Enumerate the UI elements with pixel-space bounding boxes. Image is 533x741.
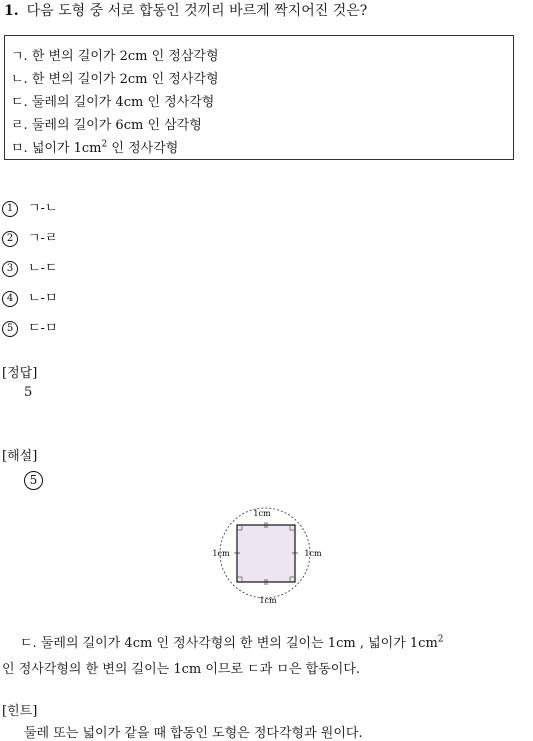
side-label-left: 1cm xyxy=(212,549,230,558)
question-number: 1. xyxy=(4,3,19,19)
condition-item: ㄷ. 둘레의 길이가 4cm 인 정사각형 xyxy=(11,95,215,110)
choice-marker: 2 xyxy=(2,231,18,247)
explanation-line-1-sup: 2 xyxy=(437,634,444,645)
condition-item-sup: 2 xyxy=(101,139,108,150)
condition-item: ㄹ. 둘레의 길이가 6cm 인 삼각형 xyxy=(11,118,202,133)
explanation-number: 5 xyxy=(24,471,43,490)
choice-marker: 1 xyxy=(2,201,18,217)
square-shape xyxy=(237,525,295,582)
condition-item xyxy=(11,137,178,156)
answer-value: 5 xyxy=(24,385,33,400)
explanation-line-2: 인 정사각형의 한 변의 길이는 1cm 이므로 ㄷ과 ㅁ은 합동이다. xyxy=(2,662,361,677)
choice-text: ㄴ-ㅁ xyxy=(28,291,58,306)
choice-1[interactable] xyxy=(2,197,58,217)
side-label-bottom: 1cm xyxy=(259,596,277,605)
choice-3[interactable] xyxy=(2,257,58,277)
side-label-top: 1cm xyxy=(253,509,271,518)
explanation-line-1-text: ㄷ. 둘레의 길이가 4cm 인 정사각형의 한 변의 길이는 1cm , 넓이가 1cm xyxy=(20,636,438,651)
condition-item-prefix: ㅁ. 넓이가 1cm xyxy=(11,141,102,156)
condition-item: ㄴ. 한 변의 길이가 2cm 인 정사각형 xyxy=(11,72,219,87)
question-text: 다음 도형 중 서로 합동인 것끼리 바르게 짝지어진 것은? xyxy=(26,3,368,19)
explanation-line-1 xyxy=(20,632,444,651)
choice-5[interactable] xyxy=(2,317,58,337)
choice-text: ㄷ-ㅁ xyxy=(28,321,58,336)
condition-item: ㄱ. 한 변의 길이가 2cm 인 정삼각형 xyxy=(11,49,219,64)
condition-item-suffix: 인 정사각형 xyxy=(107,141,179,156)
choice-marker: 5 xyxy=(2,321,18,337)
choice-text: ㄱ-ㄹ xyxy=(28,231,58,246)
question-title xyxy=(4,0,367,20)
choice-2[interactable] xyxy=(2,227,58,247)
hint-text: 둘레 또는 넓이가 같을 때 합동인 도형은 정다각형과 원이다. xyxy=(24,726,363,741)
choice-4[interactable] xyxy=(2,287,58,307)
hint-label: [힌트] xyxy=(2,704,38,719)
choice-marker: 3 xyxy=(2,261,18,277)
square-in-circle-figure xyxy=(205,505,330,605)
side-label-right: 1cm xyxy=(304,549,322,558)
choice-marker: 4 xyxy=(2,291,18,307)
condition-box xyxy=(4,35,514,160)
choice-text: ㄱ-ㄴ xyxy=(28,201,58,216)
explanation-label: [해설] xyxy=(2,449,38,464)
answer-label: [정답] xyxy=(2,366,38,381)
choice-text: ㄴ-ㄷ xyxy=(28,261,58,276)
